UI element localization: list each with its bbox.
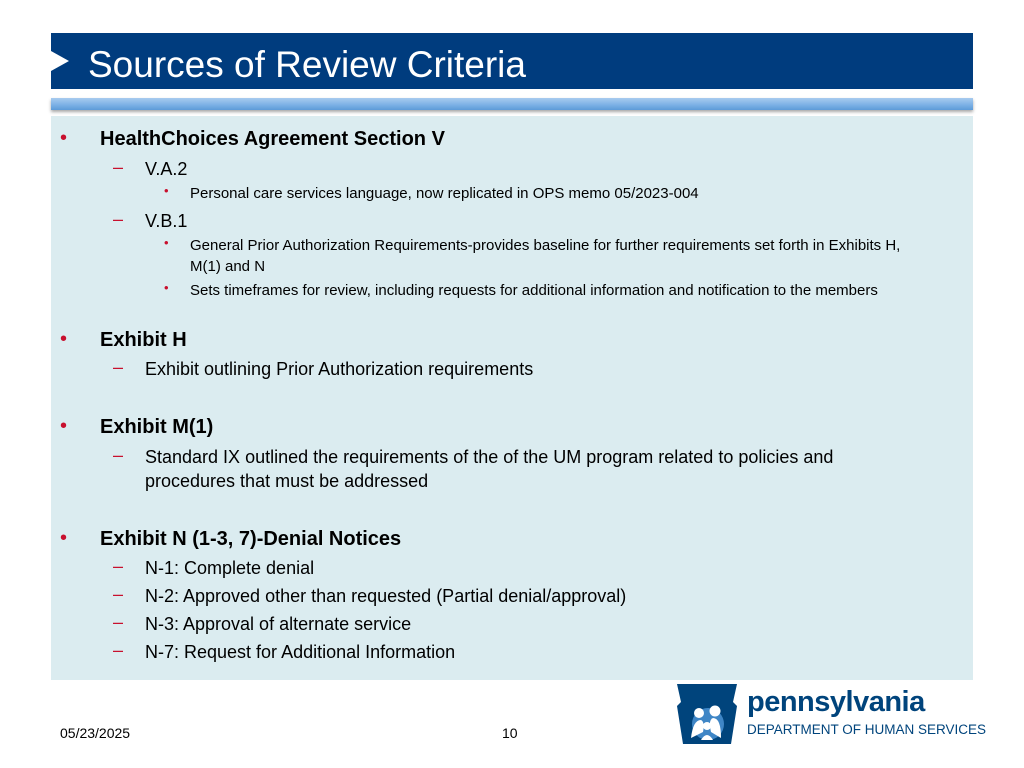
bullet-text: Exhibit M(1) [100, 416, 214, 438]
title-bar [51, 33, 973, 89]
bullet-icon: • [60, 527, 68, 549]
bullet-text: Exhibit N (1-3, 7)-Denial Notices [100, 528, 402, 550]
detail-text: Personal care services language, now replicated in OPS memo 05/2023-004 [190, 185, 699, 202]
slide-title: Sources of Review Criteria [88, 44, 526, 85]
dot-icon: • [164, 280, 169, 295]
keystone-family-icon [675, 682, 739, 746]
bullet-text: HealthChoices Agreement Section V [100, 128, 445, 150]
dash-icon: – [113, 556, 124, 576]
subitem-text: V.B.1 [145, 211, 188, 231]
footer-date: 05/23/2025 [60, 725, 131, 741]
subitem-text: Exhibit outlining Prior Authorization requirements [145, 359, 534, 379]
dash-icon: – [113, 209, 124, 229]
dot-icon: • [164, 183, 169, 198]
dash-icon: – [113, 640, 124, 660]
subitem-text: Standard IX outlined the requirements of the of the UM program related to policies and procedures that must be addressed [145, 447, 834, 491]
detail-text: Sets timeframes for review, including requests for additional information and notification to the members [190, 282, 878, 299]
dash-icon: – [113, 612, 124, 632]
subitem-text: V.A.2 [145, 159, 188, 179]
bullet-icon: • [60, 127, 68, 149]
bullet-icon: • [60, 328, 68, 350]
dash-icon: – [113, 445, 124, 465]
bullet-icon: • [60, 415, 68, 437]
dash-icon: – [113, 157, 124, 177]
subitem-text: N-7: Request for Additional Information [145, 642, 456, 662]
subitem-text: N-1: Complete denial [145, 558, 315, 578]
dash-icon: – [113, 584, 124, 604]
pa-dhs-logo [675, 682, 985, 746]
title-arrow-icon [51, 51, 69, 71]
page-number: 10 [502, 725, 518, 741]
dash-icon: – [113, 357, 124, 377]
subitem-text: N-2: Approved other than requested (Partial denial/approval) [145, 586, 627, 606]
bullet-text: Exhibit H [100, 329, 187, 351]
dot-icon: • [164, 235, 169, 250]
detail-text: General Prior Authorization Requirements-provides baseline for further requirements set forth in Exhibits H, M(1) and N [190, 237, 901, 275]
logo-wordmark: pennsylvania [747, 686, 925, 718]
logo-department: DEPARTMENT OF HUMAN SERVICES [747, 722, 987, 737]
accent-bar [51, 98, 973, 110]
subitem-text: N-3: Approval of alternate service [145, 614, 412, 634]
